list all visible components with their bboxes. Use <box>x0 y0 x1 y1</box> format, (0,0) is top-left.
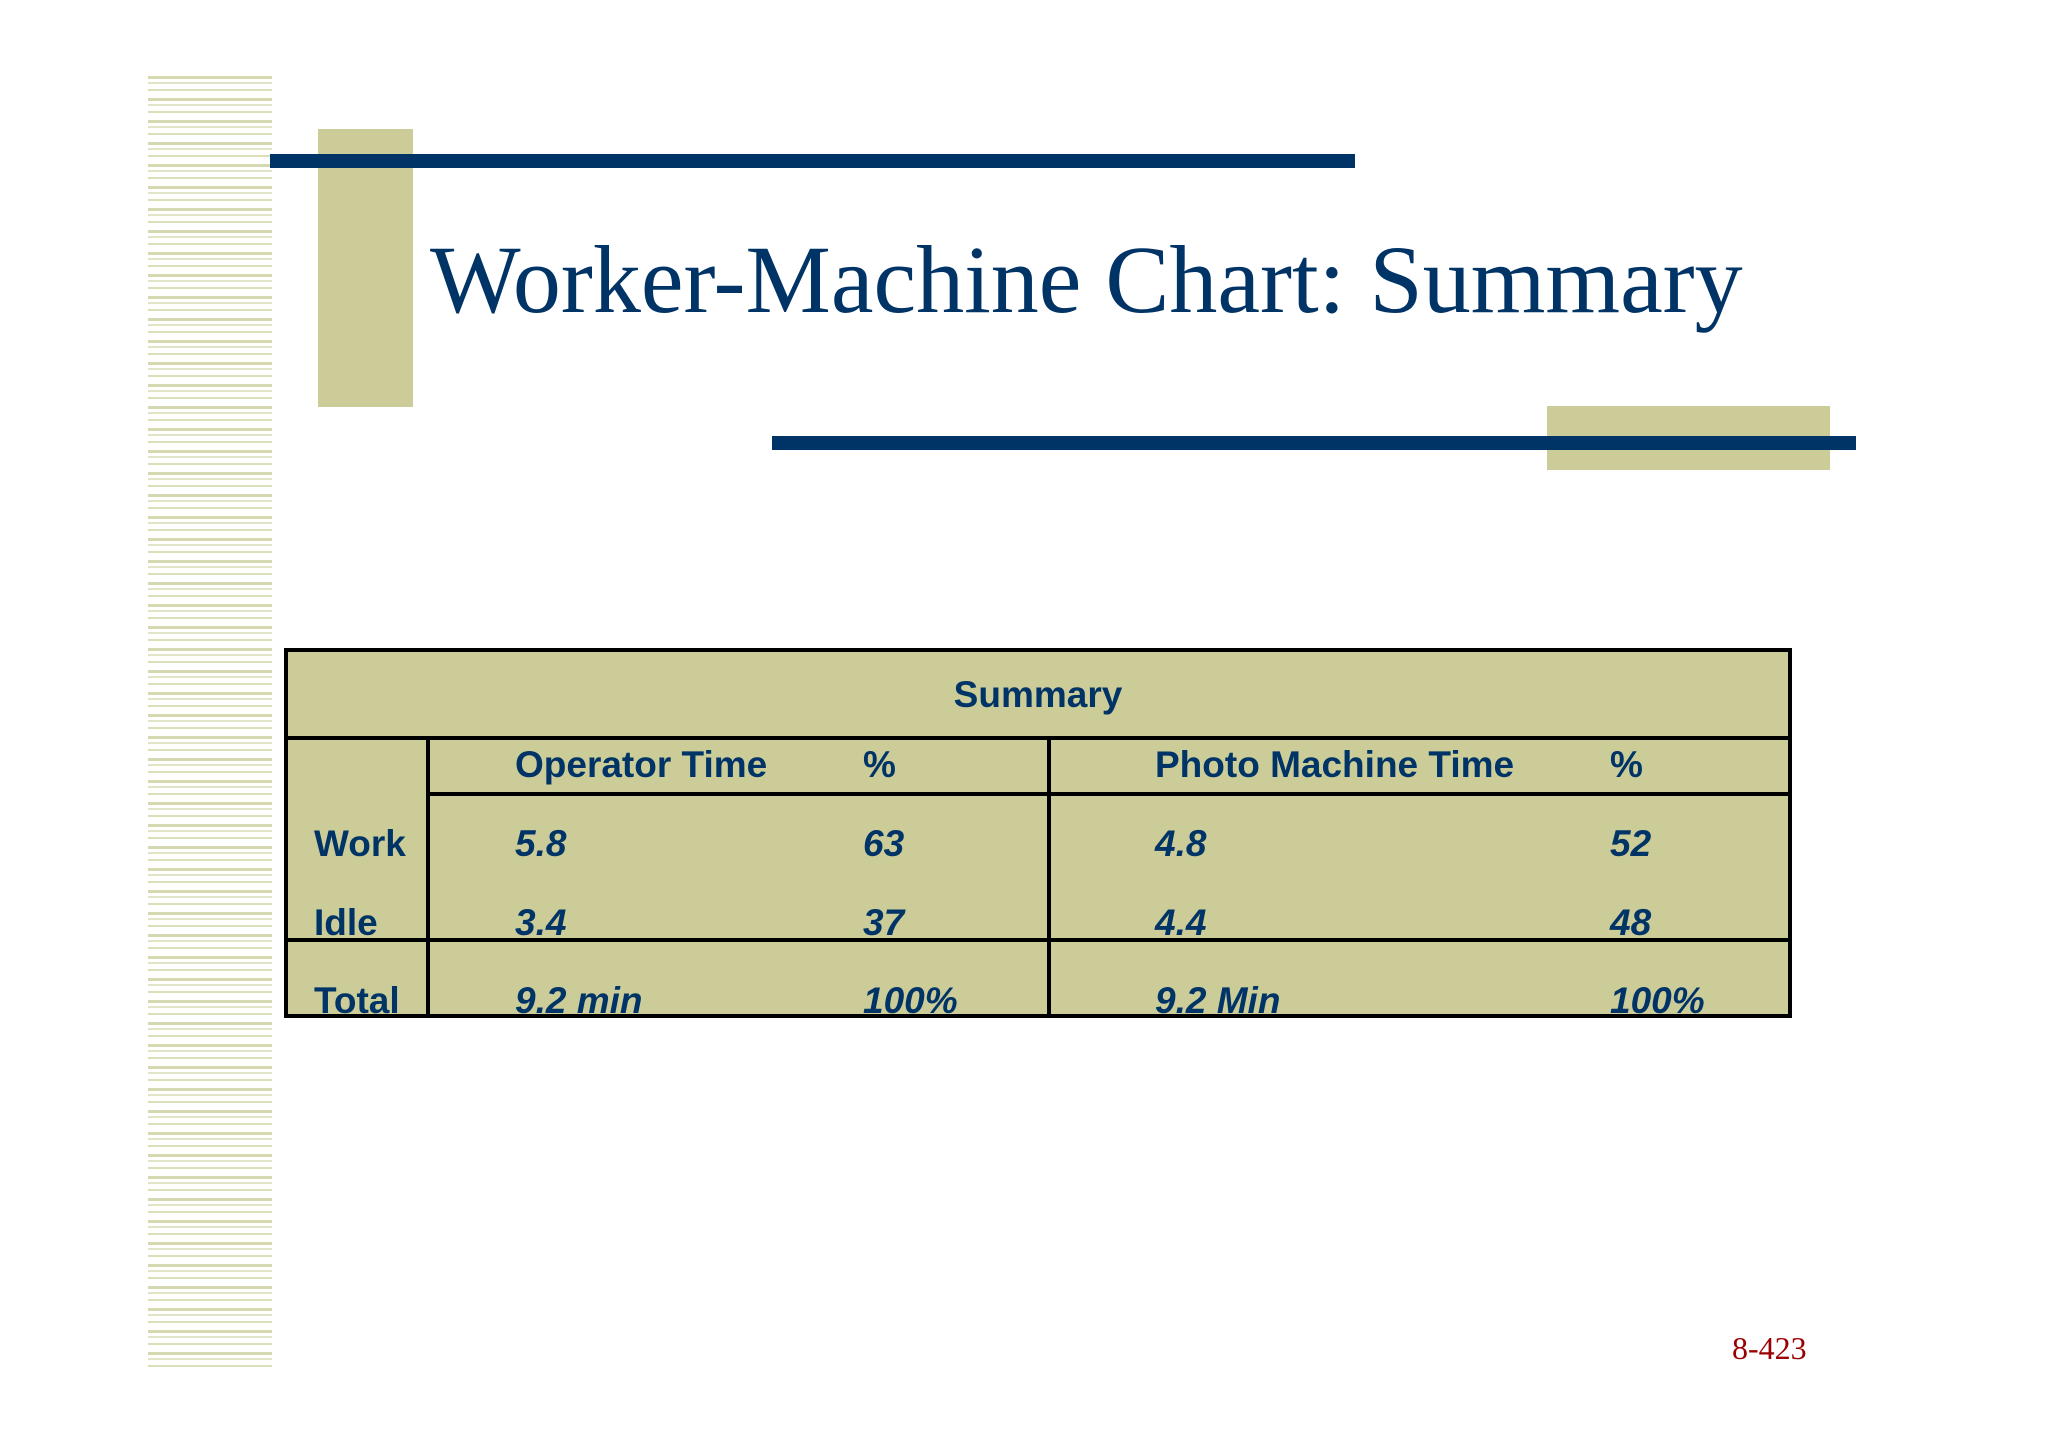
row-label-work: Work <box>314 823 406 864</box>
decorative-olive-block-top <box>318 129 413 407</box>
idle-operator-percent: 37 <box>863 902 905 943</box>
work-machine-percent: 52 <box>1610 823 1652 864</box>
page-number: 8-423 <box>1732 1330 1807 1366</box>
header-machine-time: Photo Machine Time <box>1155 744 1515 785</box>
work-machine-time: 4.8 <box>1155 823 1207 864</box>
summary-table <box>284 648 1792 1021</box>
table-divider <box>426 736 430 1014</box>
table-divider <box>288 736 1788 740</box>
table-divider <box>288 938 1788 942</box>
row-label-total: Total <box>314 980 400 1021</box>
table-caption: Summary <box>953 674 1123 715</box>
decorative-navy-line-top <box>270 154 1355 168</box>
table-divider <box>1047 736 1051 1014</box>
total-operator-time: 9.2 min <box>515 980 643 1021</box>
header-machine-percent: % <box>1610 744 1643 785</box>
header-operator-time: Operator Time <box>515 744 768 785</box>
row-label-idle: Idle <box>314 902 378 943</box>
total-operator-percent: 100% <box>863 980 958 1021</box>
slide-title: Worker-Machine Chart: Summary <box>430 226 1743 333</box>
idle-machine-percent: 48 <box>1610 902 1652 943</box>
decorative-navy-line-bottom <box>772 436 1856 450</box>
total-machine-percent: 100% <box>1610 980 1705 1021</box>
idle-operator-time: 3.4 <box>515 902 567 943</box>
total-machine-time: 9.2 Min <box>1155 980 1281 1021</box>
header-operator-percent: % <box>863 744 896 785</box>
work-operator-time: 5.8 <box>515 823 567 864</box>
work-operator-percent: 63 <box>863 823 905 864</box>
table-divider <box>426 792 1788 796</box>
decorative-stripes <box>148 76 272 1371</box>
idle-machine-time: 4.4 <box>1155 902 1207 943</box>
